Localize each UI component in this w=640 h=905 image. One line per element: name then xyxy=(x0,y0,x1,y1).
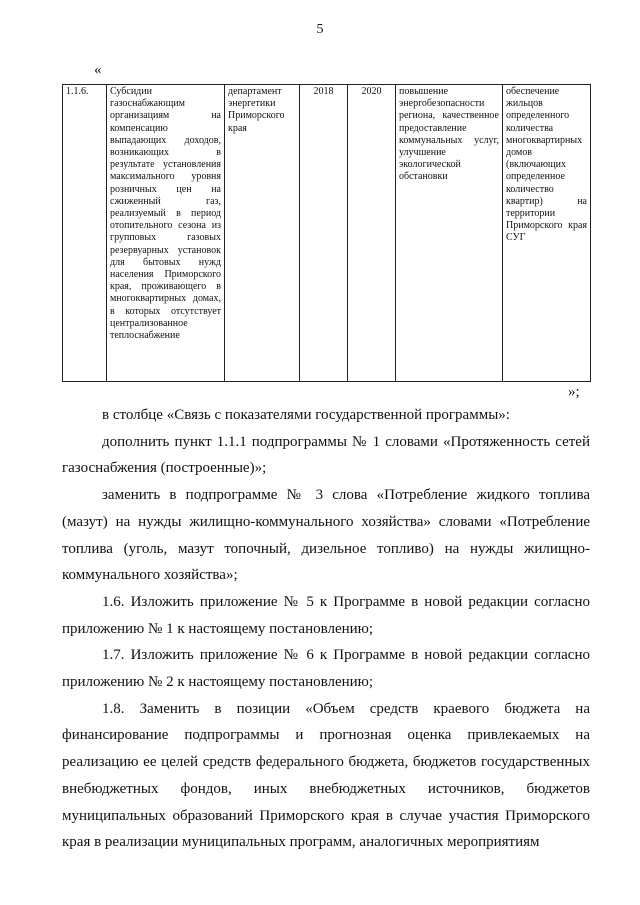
body-text xyxy=(62,402,590,856)
cell-executor: департамент энергетики Приморского края xyxy=(225,85,300,382)
cell-number: 1.1.6. xyxy=(63,85,107,382)
opening-quote: « xyxy=(94,62,102,78)
closing-quote: »; xyxy=(568,384,580,400)
cell-measure: Субсидии газоснабжающим организациям на компенсацию выпадающих доходов, возникающих в результате установления максимального уровня розничных цен на сжиженный газ, реализуемый в период отопительного сезона из групповых газовых резервуарных установок для бытовых нужд населения Приморского края, проживающего в многоквартирных домах, в которых отсутствует централизованное теплоснабжение xyxy=(107,85,225,382)
paragraph: заменить в подпрограмме № 3 слова «Потребление жидкого топлива (мазут) на нужды жилищно-коммунального хозяйства» словами «Потребление топлива (уголь, мазут топочный, дизельное топливо) на нужды жилищно-коммунального хозяйства»; xyxy=(62,487,590,584)
cell-start-year: 2018 xyxy=(300,85,348,382)
table-row xyxy=(63,85,591,382)
paragraph: дополнить пункт 1.1.1 подпрограммы № 1 словами «Протяженность сетей газоснабжения (построенные)»; xyxy=(62,433,590,477)
cell-end-year: 2020 xyxy=(348,85,396,382)
measures-table xyxy=(62,84,591,382)
paragraph: 1.6. Изложить приложение № 5 к Программе в новой редакции согласно приложению № 1 к настоящему постановлению; xyxy=(62,593,590,637)
page-number: 5 xyxy=(316,22,324,37)
paragraph: 1.7. Изложить приложение № 6 к Программе в новой редакции согласно приложению № 2 к настоящему постановлению; xyxy=(62,647,590,691)
paragraph: 1.8. Заменить в позиции «Объем средств краевого бюджета на финансирование подпрограммы и прогнозная оценка привлекаемых на реализацию ее целей средств федерального бюджета, бюджетов государственных внебюджетных фондов, иных внебюджетных источников, бюджетов муниципальных образований Приморского края в случае участия Приморского края в реализации муниципальных программ, аналогичных мероприятиям xyxy=(62,700,590,851)
paragraph: в столбце «Связь с показателями государственной программы»: xyxy=(102,407,510,423)
cell-indicator: обеспечение жильцов определенного количества многоквартирных домов (включающих определенное количество квартир) на территории Приморского края СУГ xyxy=(503,85,591,382)
cell-result: повышение энергобезопасности региона, качественное предоставление коммунальных услуг, улучшение экологической обстановки xyxy=(396,85,503,382)
